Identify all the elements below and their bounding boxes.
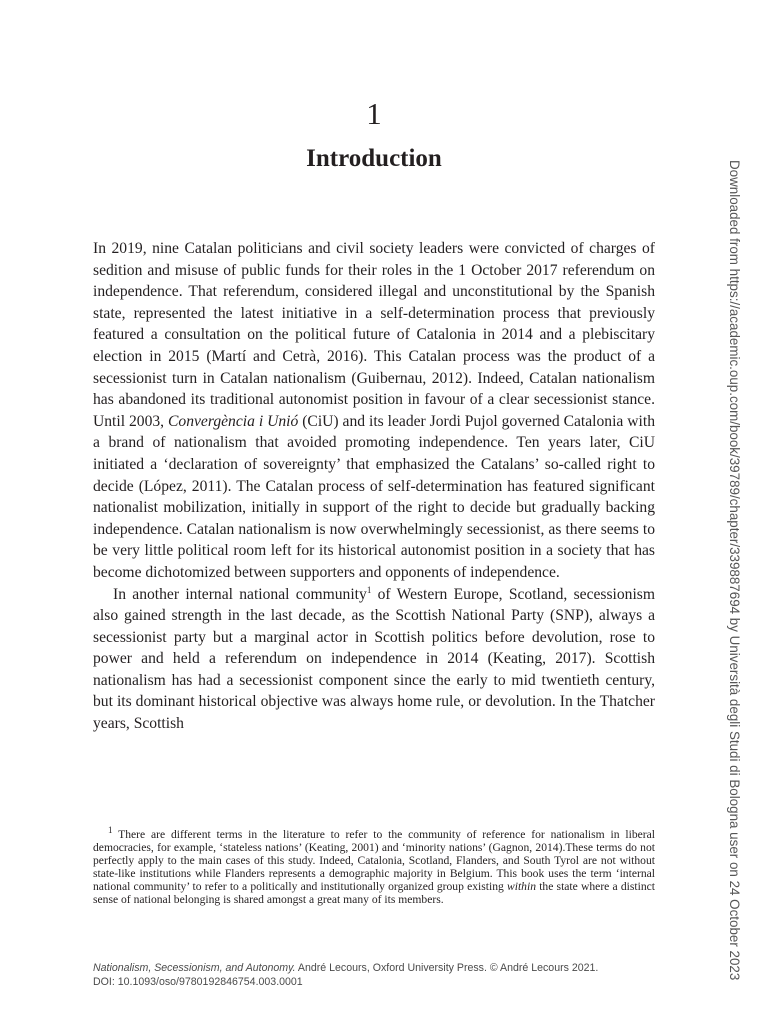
- chapter-number: 1: [366, 96, 382, 131]
- paragraph-1-text-b: (CiU) and its leader Jordi Pujol governed Catalonia with a brand of nationalism that avoided promoting independence. Ten years later, CiU initiated a ‘declaration of sovereignty’ that emphasized the Catalans’ so-called right to decide (López, 2011). The Catalan process of self-determination has featured significant nationalist mobilization, initially in support of the right to decide but gradually backing independence. Catalan nationalism is now overwhelmingly secessionist, as there seems to be very little political room left for its historical autonomist position in a society that has become dichotomized between supporters and opponents of independence.: [93, 412, 655, 581]
- party-name-italic: Convergència i Unió: [168, 412, 299, 430]
- paragraph-2-text-a: In another internal national community: [113, 585, 367, 603]
- footnote-text-a: There are different terms in the literature to refer to the community of reference for nationalism in liberal democracies, for example, ‘stateless nations’ (Keating, 2001) and ‘minority nations’ (Gagnon, 2014).These terms do not perfectly apply to the main cases of this study. Indeed, Catalonia, Scotland, Flanders, and South Tyrol are not without state-like institutions while Flanders represents a demographic majority in Belgium. This book uses the term ‘internal national community’ to refer to a politically and institutionally organized group existing: [93, 828, 655, 893]
- citation-rest: André Lecours, Oxford University Press. © André Lecours 2021.: [295, 962, 599, 974]
- footnote-1: [93, 825, 655, 906]
- paragraph-1-text-a: In 2019, nine Catalan politicians and civil society leaders were convicted of charges of sedition and misuse of public funds for their roles in the 1 October 2017 referendum on independence. That referendum, considered illegal and unconstitutional by the Spanish state, represented the latest initiative in a self-determination process that previously featured a consultation on the political future of Catalonia in 2014 and a plebiscitary election in 2015 (Martí and Cetrà, 2016). This Catalan process was the product of a secessionist turn in Catalan nationalism (Guibernau, 2012). Indeed, Catalan nationalism has abandoned its traditional autonomist position in favour of a clear secessionist stance. Until 2003,: [93, 240, 655, 430]
- body-text: [93, 238, 655, 735]
- download-sidebar: [722, 160, 746, 981]
- paragraph-2: [93, 584, 655, 735]
- book-title: Nationalism, Secessionism, and Autonomy.: [93, 962, 296, 974]
- doi-line[interactable]: DOI: 10.1093/oso/9780192846754.003.0001: [93, 976, 303, 988]
- chapter-title: Introduction: [306, 145, 442, 172]
- footnote-text-b: the state where a distinct sense of national belonging is shared amongst a great many of its members.: [93, 880, 655, 906]
- footnote-reference[interactable]: 1: [366, 584, 372, 595]
- paragraph-1: [93, 238, 655, 584]
- footnote-marker: 1: [108, 825, 113, 836]
- footnote-italic: within: [507, 880, 536, 893]
- citation-line: [93, 961, 693, 975]
- download-notice: Downloaded from https://academic.oup.com/book/39789/chapter/339887694 by Università degli Studi di Bologna user on 24 October 2023: [727, 160, 742, 981]
- imprint: [93, 961, 693, 989]
- paragraph-2-text-b: of Western Europe, Scotland, secessionism also gained strength in the last decade, as the Scottish National Party (SNP), always a secessionist party but a marginal actor in Scottish politics before devolution, rose to power and held a referendum on independence in 2014 (Keating, 2017). Scottish nationalism has had a secessionist component since the early to mid twentieth century, but its dominant historical objective was always home rule, or devolution. In the Thatcher years, Scottish: [93, 585, 655, 733]
- footnote: [93, 825, 655, 906]
